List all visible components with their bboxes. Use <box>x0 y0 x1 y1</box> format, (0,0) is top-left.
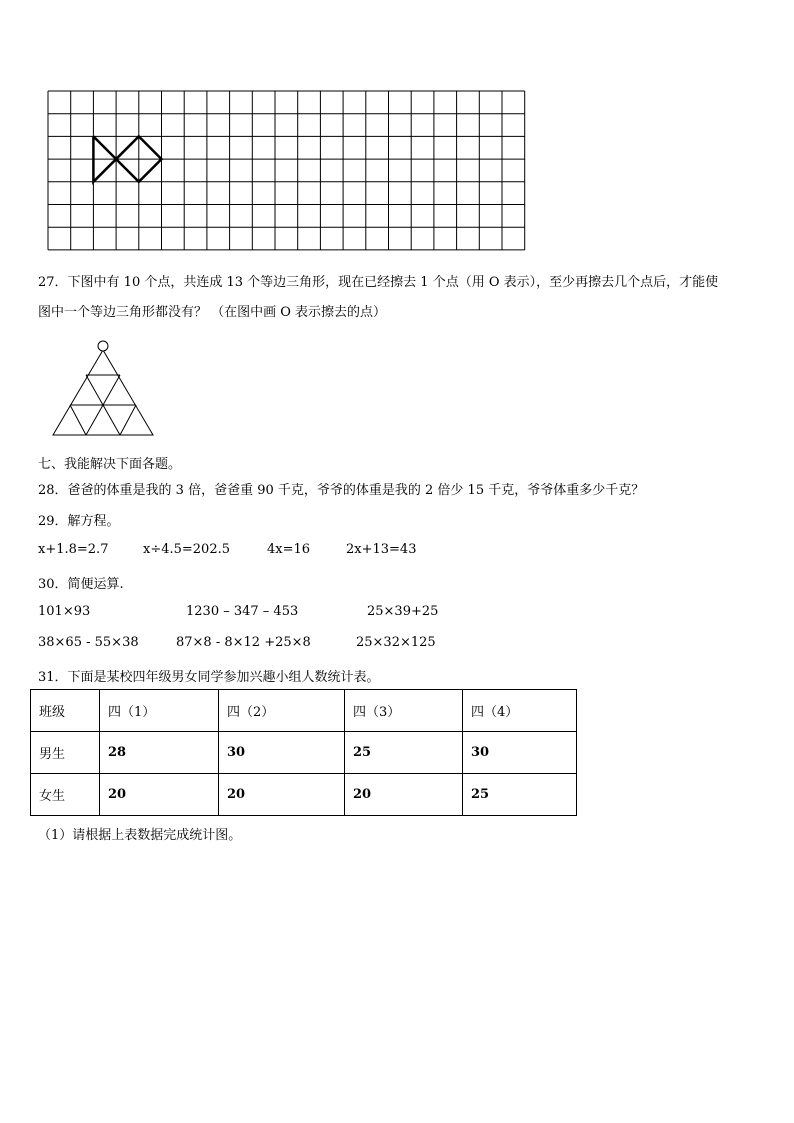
table-cell: 20 <box>100 774 219 816</box>
table-header-row <box>31 690 577 732</box>
table-cell: 25 <box>345 732 463 774</box>
tri-line <box>70 405 86 435</box>
table-cell: 女生 <box>31 774 100 816</box>
grid-figure <box>0 0 794 270</box>
q30-label: 30．简便运算. <box>38 577 124 592</box>
tri-line <box>120 405 136 435</box>
calc-3: 25×39+25 <box>367 604 439 619</box>
calc-4: 38×65 - 55×38 <box>38 635 139 650</box>
table-cell: 28 <box>100 732 219 774</box>
q31-label: 31．下面是某校四年级男女同学参加兴趣小组人数统计表。 <box>38 670 380 685</box>
calc-1: 101×93 <box>38 604 91 619</box>
table-cell: 25 <box>463 774 577 816</box>
section-7-heading: 七、我能解决下面各题。 <box>38 457 182 472</box>
equation-1: x+1.8=2.7 <box>38 542 109 557</box>
table-cell: 30 <box>463 732 577 774</box>
calc-6: 25×32×125 <box>356 635 436 650</box>
calc-5: 87×8 - 8×12 +25×8 <box>176 635 311 650</box>
equation-4: 2x+13=43 <box>346 542 417 557</box>
table-header-cell: 四（4） <box>463 690 577 732</box>
table-header-cell: 四（1） <box>100 690 219 732</box>
q27-line2: 图中一个等边三角形都没有？ （在图中画 O 表示擦去的点） <box>38 305 387 320</box>
table-header-cell: 四（2） <box>219 690 345 732</box>
q29-label: 29．解方程。 <box>38 514 120 529</box>
table-header-cell: 班级 <box>31 690 100 732</box>
outer-triangle <box>53 350 153 435</box>
equation-3: 4x=16 <box>267 542 311 557</box>
triangle-figure <box>44 338 164 438</box>
calc-2: 1230 – 347 – 453 <box>186 604 299 619</box>
equation-2: x÷4.5=202.5 <box>143 542 231 557</box>
erased-point-circle <box>98 341 108 351</box>
table-cell: 20 <box>219 774 345 816</box>
table-cell: 男生 <box>31 732 100 774</box>
q27-line1: 27．下图中有 10 个点，共连成 13 个等边三角形，现在已经擦去 1 个点（用 O 表示），至少再擦去几个点后，才能使 <box>38 275 719 290</box>
q31-sub1: （1）请根据上表数据完成统计图。 <box>38 828 242 843</box>
table-header-cell: 四（3） <box>345 690 463 732</box>
table-row <box>31 774 577 816</box>
stats-table <box>30 689 577 816</box>
table-cell: 30 <box>219 732 345 774</box>
table-cell: 20 <box>345 774 463 816</box>
q28-text: 28．爸爸的体重是我的 3 倍，爸爸重 90 千克，爷爷的体重是我的 2 倍少 15 千克，爷爷体重多少千克？ <box>38 483 645 498</box>
table-row <box>31 732 577 774</box>
